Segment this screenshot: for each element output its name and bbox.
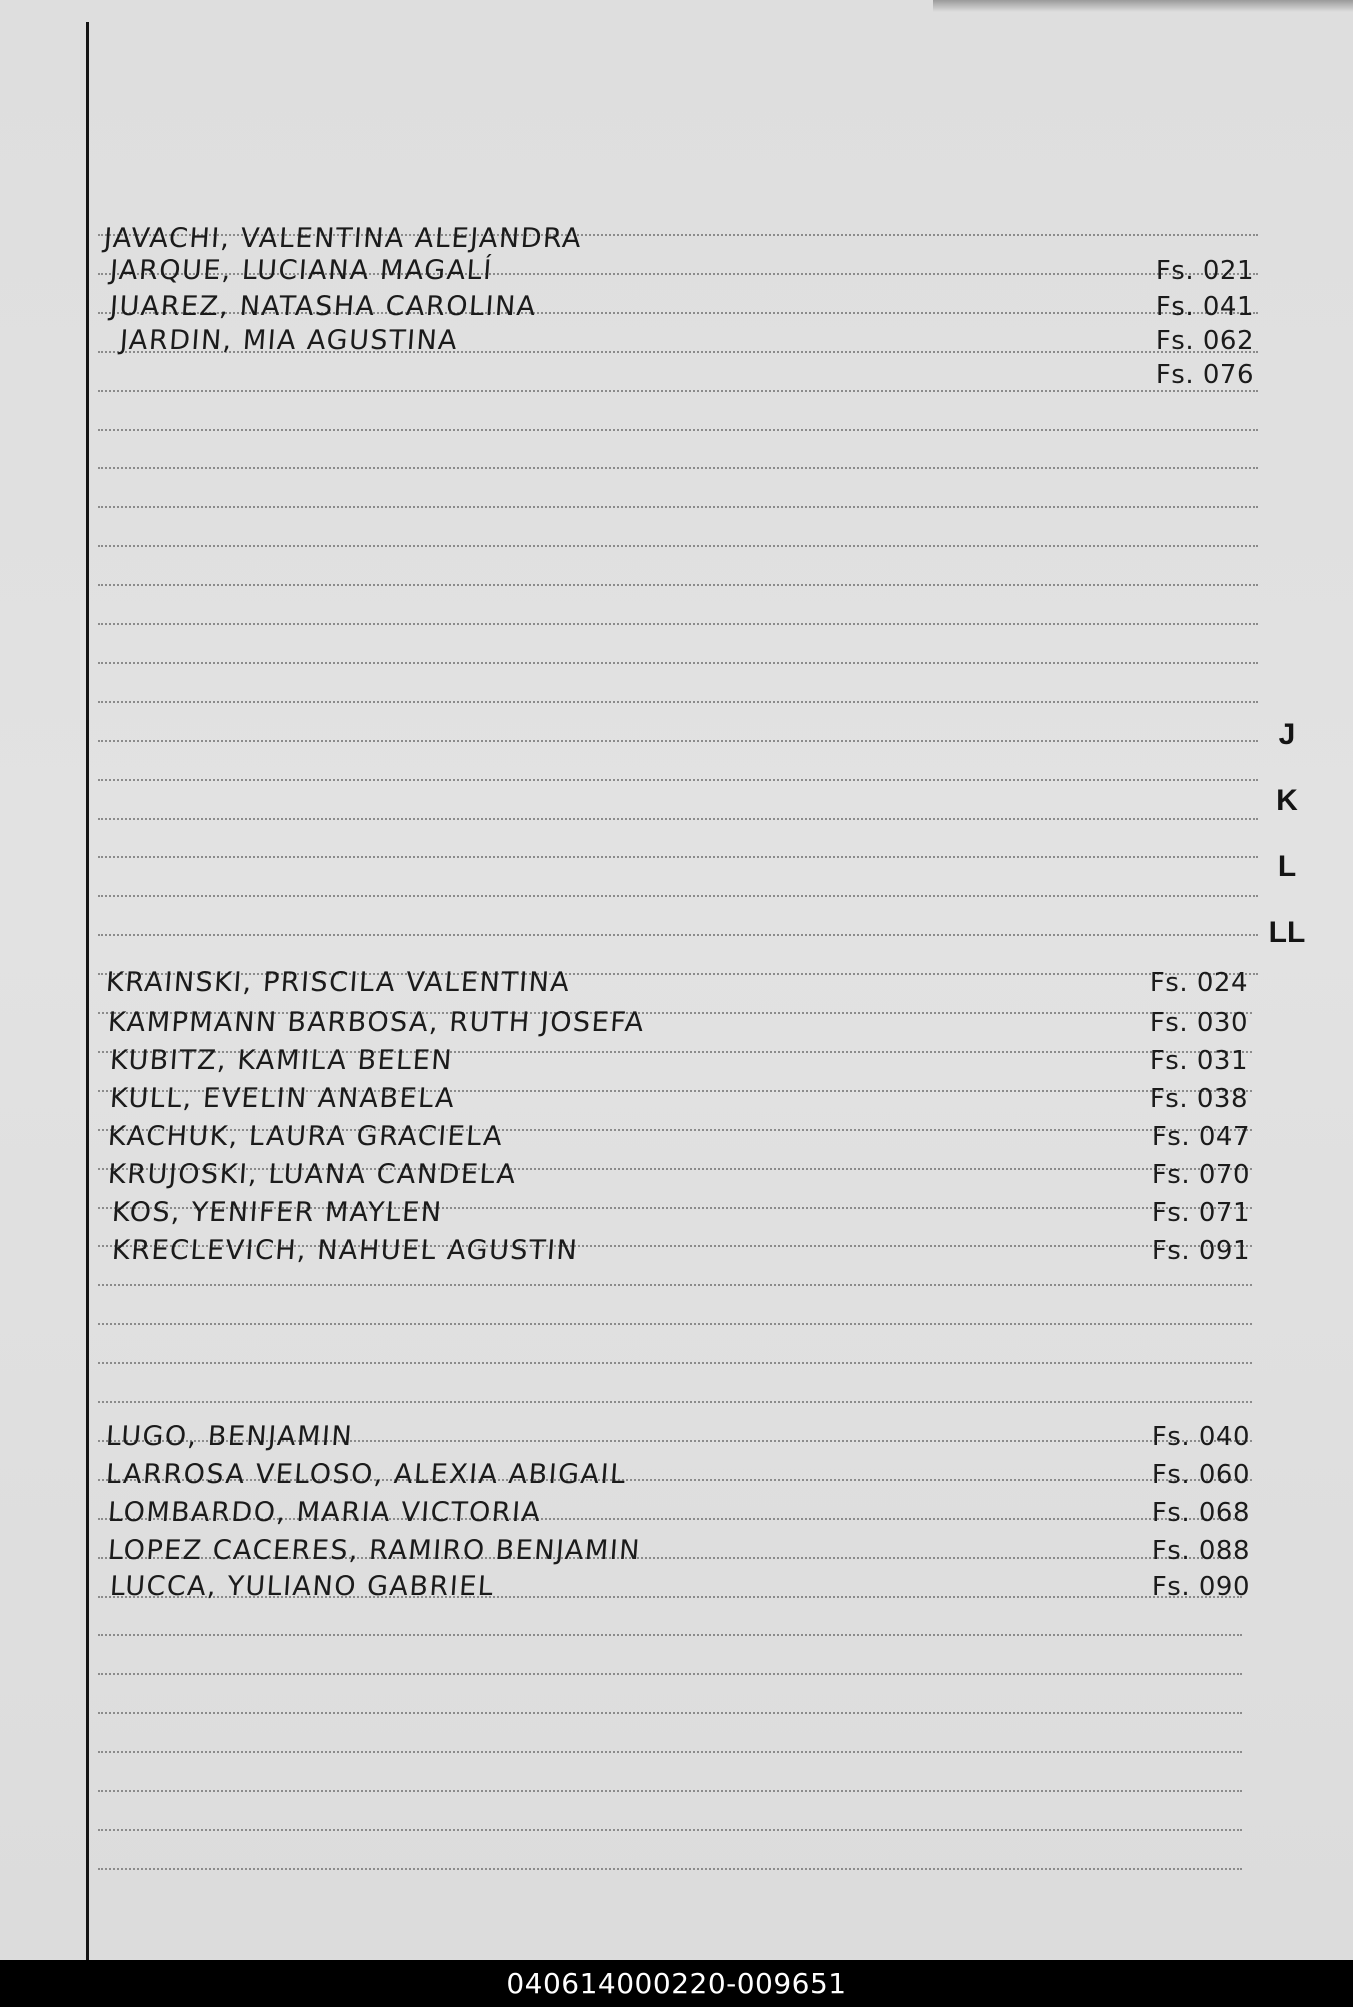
entry-name: LUCCA, YULIANO GABRIEL [108, 1571, 496, 1602]
ruled-line [98, 1362, 1252, 1364]
index-letter-j: J [1278, 718, 1296, 751]
index-letter-k: K [1276, 784, 1298, 817]
entry-name: KRUJOSKI, LUANA CANDELA [106, 1159, 518, 1190]
ruled-line [98, 584, 1258, 586]
ruled-line [98, 662, 1258, 664]
list-item [108, 1122, 1250, 1156]
ruled-line [98, 1790, 1242, 1792]
entry-name: KAMPMANN BARBOSA, RUTH JOSEFA [106, 1007, 646, 1038]
entry-name: KACHUK, LAURA GRACIELA [106, 1121, 505, 1152]
entry-name: LUGO, BENJAMIN [104, 1421, 355, 1452]
index-letter-ll: LL [1268, 916, 1306, 949]
entry-folio: Fs. 038 [1149, 1084, 1248, 1114]
ruled-line [98, 623, 1258, 625]
entry-name: KUBITZ, KAMILA BELEN [108, 1045, 455, 1076]
list-item [108, 1160, 1250, 1194]
entry-folio: Fs. 088 [1151, 1536, 1250, 1566]
index-letter-l: L [1277, 850, 1297, 883]
ruled-line [98, 740, 1258, 742]
margin-line [86, 22, 89, 1960]
ruled-line [98, 934, 1258, 936]
entry-folio: Fs. 071 [1151, 1198, 1250, 1228]
list-item [112, 1236, 1250, 1270]
entry-folio: Fs. 091 [1151, 1236, 1250, 1266]
ruled-line [98, 779, 1258, 781]
list-item [106, 968, 1248, 1002]
entry-name: LOMBARDO, MARIA VICTORIA [106, 1497, 543, 1528]
list-item [110, 1084, 1248, 1118]
entry-folio: Fs. 021 [1155, 256, 1254, 286]
ruled-line [98, 1868, 1242, 1870]
entry-name: JUAREZ, NATASHA CAROLINA [108, 291, 538, 322]
entry-name: KULL, EVELIN ANABELA [108, 1083, 457, 1114]
ruled-line [98, 1712, 1242, 1714]
entry-name: LOPEZ CACERES, RAMIRO BENJAMIN [106, 1535, 642, 1566]
entry-folio: Fs. 031 [1149, 1046, 1248, 1076]
entry-name: KOS, YENIFER MAYLEN [110, 1197, 444, 1228]
list-item [110, 1046, 1248, 1080]
list-item [110, 1572, 1250, 1606]
ruled-line [98, 467, 1258, 469]
list-item [110, 292, 1254, 326]
entry-folio: Fs. 040 [1151, 1422, 1250, 1452]
ruled-line [98, 895, 1258, 897]
list-item [112, 1198, 1250, 1232]
ruled-line [98, 429, 1258, 431]
entry-name: JARQUE, LUCIANA MAGALÍ [108, 255, 494, 286]
ruled-line [98, 1284, 1252, 1286]
ruled-line [98, 1323, 1252, 1325]
list-item [120, 326, 1254, 360]
ruled-line [98, 1673, 1242, 1675]
ruled-line [98, 701, 1258, 703]
ruled-line [98, 1751, 1242, 1753]
list-item [108, 1536, 1250, 1570]
list-item [120, 360, 1254, 394]
list-item [108, 1498, 1250, 1532]
entry-folio: Fs. 041 [1155, 292, 1254, 322]
ruled-line [98, 1401, 1252, 1403]
entry-folio: Fs. 090 [1151, 1572, 1250, 1602]
entry-name: JAVACHI, VALENTINA ALEJANDRA [102, 223, 584, 254]
ruled-line [98, 1829, 1242, 1831]
ruled-line [98, 1634, 1242, 1636]
list-item [104, 224, 1254, 258]
list-item [110, 256, 1254, 290]
entry-folio: Fs. 062 [1155, 326, 1254, 356]
ruled-line [98, 856, 1258, 858]
entry-folio: Fs. 030 [1149, 1008, 1248, 1038]
document-code: 040614000220-009651 [506, 1967, 847, 2000]
ruled-line [98, 818, 1258, 820]
ruled-line [98, 545, 1258, 547]
entry-name: KRECLEVICH, NAHUEL AGUSTIN [110, 1235, 580, 1266]
list-item [106, 1422, 1250, 1456]
entry-folio: Fs. 024 [1149, 968, 1248, 998]
page-edge-shadow [933, 0, 1353, 12]
entry-name: JARDIN, MIA AGUSTINA [118, 325, 460, 356]
entry-folio: Fs. 076 [1155, 360, 1254, 390]
entry-folio: Fs. 047 [1151, 1122, 1250, 1152]
ruled-line [98, 506, 1258, 508]
entry-name: KRAINSKI, PRISCILA VALENTINA [104, 967, 572, 998]
list-item [108, 1008, 1248, 1042]
entry-folio: Fs. 070 [1151, 1160, 1250, 1190]
entry-folio: Fs. 068 [1151, 1498, 1250, 1528]
list-item [106, 1460, 1250, 1494]
entry-name: LARROSA VELOSO, ALEXIA ABIGAIL [104, 1459, 628, 1490]
entry-folio: Fs. 060 [1151, 1460, 1250, 1490]
